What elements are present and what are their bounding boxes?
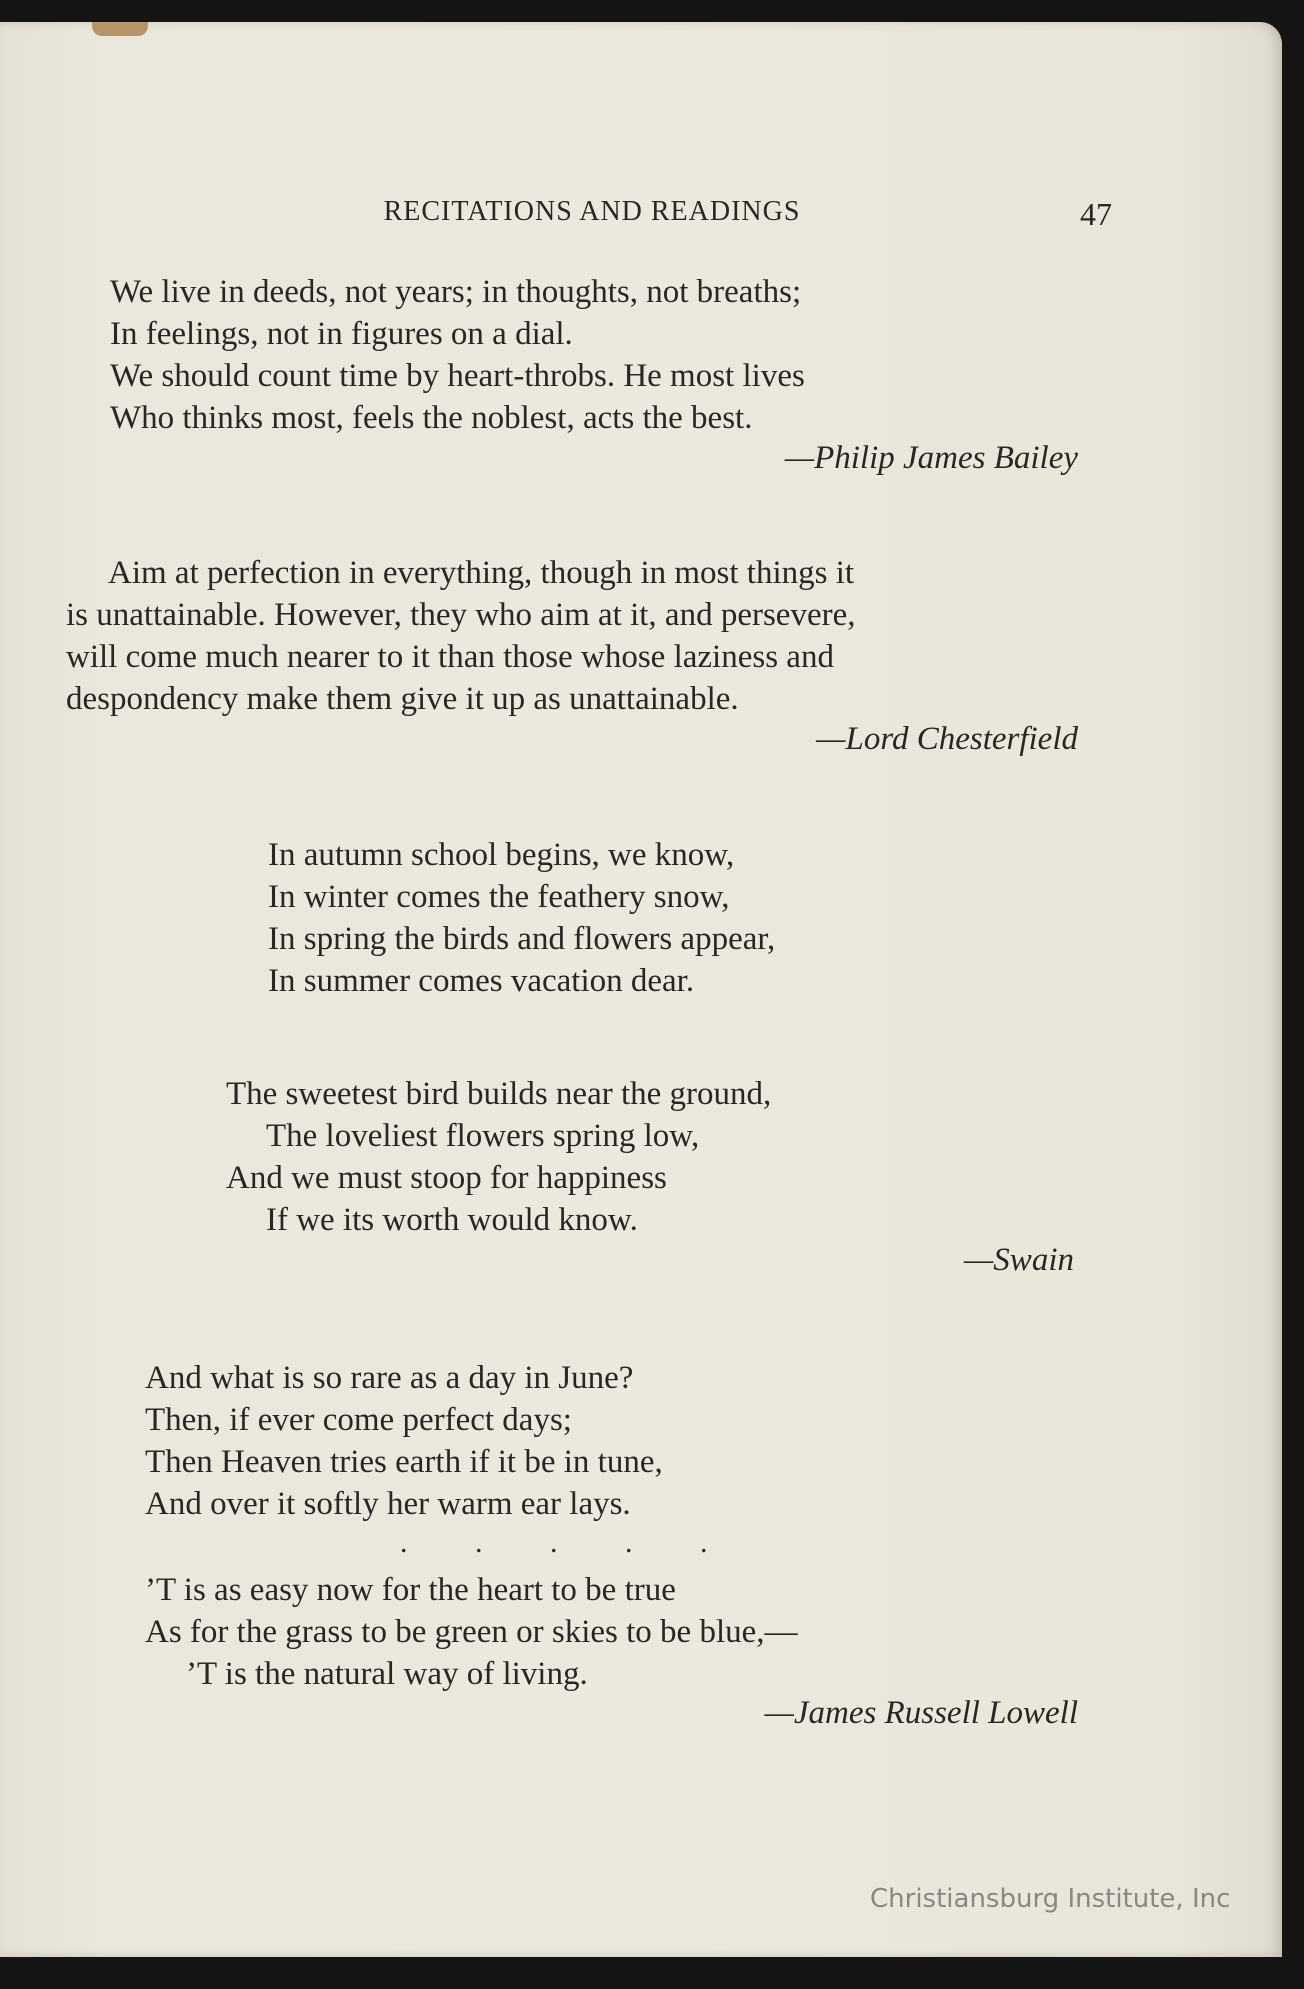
q3-line-1: In autumn school begins, we know, bbox=[268, 837, 735, 873]
q2-attribution: —Lord Chesterfield bbox=[816, 721, 1078, 757]
q5-line-3: Then Heaven tries earth if it be in tune, bbox=[145, 1444, 663, 1480]
q5-line-4: And over it softly her warm ear lays. bbox=[145, 1486, 631, 1522]
q5-line-5: ’T is as easy now for the heart to be true bbox=[145, 1572, 676, 1608]
q5-line-6: As for the grass to be green or skies to be blue,— bbox=[145, 1614, 798, 1650]
q5-line-2: Then, if ever come perfect days; bbox=[145, 1402, 572, 1438]
q2-line-1: Aim at perfection in everything, though in most things it bbox=[108, 555, 855, 591]
watermark: Christiansburg Institute, Inc bbox=[870, 1884, 1231, 1914]
q4-line-3: And we must stoop for happiness bbox=[226, 1160, 667, 1196]
q1-line-2: In feelings, not in figures on a dial. bbox=[110, 316, 573, 352]
q5-line-1: And what is so rare as a day in June? bbox=[145, 1360, 634, 1396]
q1-line-4: Who thinks most, feels the noblest, acts the best. bbox=[110, 400, 753, 436]
q5-line-7: ’T is the natural way of living. bbox=[186, 1656, 588, 1692]
q2-line-2: is unattainable. However, they who aim at it, and persevere, bbox=[66, 597, 856, 633]
q4-line-2: The loveliest flowers spring low, bbox=[266, 1118, 700, 1154]
q4-line-4: If we its worth would know. bbox=[266, 1202, 638, 1238]
q1-line-1: We live in deeds, not years; in thoughts, not breaths; bbox=[110, 274, 802, 310]
page-tab bbox=[92, 22, 148, 36]
q4-line-1: The sweetest bird builds near the ground, bbox=[226, 1076, 772, 1112]
q5-attribution: —James Russell Lowell bbox=[764, 1695, 1078, 1731]
q1-line-3: We should count time by heart-throbs. He most lives bbox=[110, 358, 805, 394]
q4-attribution: —Swain bbox=[963, 1242, 1074, 1278]
q2-line-3: will come much nearer to it than those whose laziness and bbox=[66, 639, 834, 675]
page-number: 47 bbox=[1080, 196, 1112, 232]
ellipsis: . . . . . bbox=[400, 1526, 738, 1559]
q2-line-4: despondency make them give it up as unattainable. bbox=[66, 681, 739, 717]
q3-line-2: In winter comes the feathery snow, bbox=[268, 879, 730, 915]
q3-line-3: In spring the birds and flowers appear, bbox=[268, 921, 776, 957]
q1-attribution: —Philip James Bailey bbox=[784, 440, 1078, 476]
q3-line-4: In summer comes vacation dear. bbox=[268, 963, 695, 999]
running-header: RECITATIONS AND READINGS bbox=[383, 196, 801, 227]
